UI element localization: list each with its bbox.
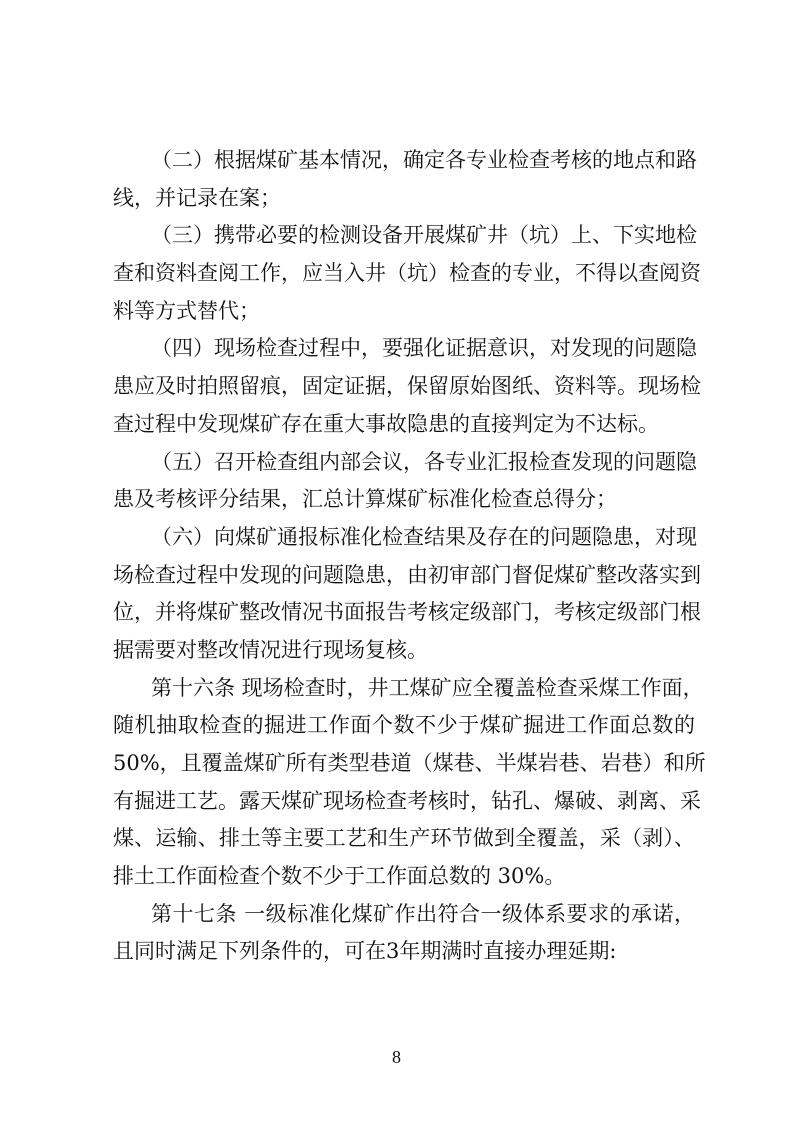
text-line: 场检查过程中发现的问题隐患，由初审部门督促煤矿整改落实到: [113, 562, 701, 587]
paragraph: [113, 670, 706, 896]
paragraph: [113, 142, 695, 217]
text-line: （二）根据煤矿基本情况，确定各专业检查考核的地点和路: [151, 148, 697, 172]
text-line: 排土工作面检查个数不少于工作面总数的 30%。: [113, 864, 566, 889]
paragraph: [113, 217, 701, 330]
document-body: [113, 142, 706, 971]
text-line: （五）召开检查组内部会议，各专业汇报检查发现的问题隐: [151, 449, 697, 474]
text-line: 料等方式替代；: [113, 298, 260, 323]
text-line: 50%，且覆盖煤矿所有类型巷道（煤巷、半煤岩巷、岩巷）和所: [113, 751, 706, 775]
paragraph: [113, 896, 695, 971]
text-line: （六）向煤矿通报标准化检查结果及存在的问题隐患，对现: [151, 524, 697, 549]
text-line: 位，并将煤矿整改情况书面报告考核定级部门，考核定级部门根: [113, 600, 701, 625]
paragraph: [113, 519, 701, 670]
text-line: 随机抽取检查的掘进工作面个数不少于煤矿掘进工作面总数的: [113, 713, 695, 738]
page-number: 8: [392, 1047, 401, 1067]
text-line: 第十六条 现场检查时，井工煤矿应全覆盖检查采煤工作面，: [151, 675, 704, 700]
text-line: （四）现场检查过程中，要强化证据意识，对发现的问题隐: [151, 336, 697, 361]
text-line: 煤、运输、排土等主要工艺和生产环节做到全覆盖，采（剥）、: [113, 826, 695, 851]
text-line: 据需要对整改情况进行现场复核。: [113, 637, 428, 662]
text-line: （三）携带必要的检测设备开展煤矿井（坑）上、下实地检: [151, 223, 697, 248]
text-line: 患及考核评分结果，汇总计算煤矿标准化检查总得分；: [113, 487, 617, 512]
text-line: 且同时满足下列条件的，可在3年期满时直接办理延期:: [113, 939, 617, 964]
paragraph: [113, 444, 695, 519]
text-line: 线，并记录在案；: [113, 185, 281, 210]
text-line: 有掘进工艺。露天煤矿现场检查考核时，钻孔、爆破、剥离、采: [113, 788, 701, 813]
text-line: 第十七条 一级标准化煤矿作出符合一级体系要求的承诺，: [151, 901, 695, 926]
paragraph: [113, 330, 701, 443]
text-line: 查过程中发现煤矿存在重大事故隐患的直接判定为不达标。: [113, 411, 659, 436]
text-line: 查和资料查阅工作，应当入井（坑）检查的专业，不得以查阅资: [113, 261, 701, 286]
text-line: 患应及时拍照留痕，固定证据，保留原始图纸、资料等。现场检: [113, 374, 701, 399]
